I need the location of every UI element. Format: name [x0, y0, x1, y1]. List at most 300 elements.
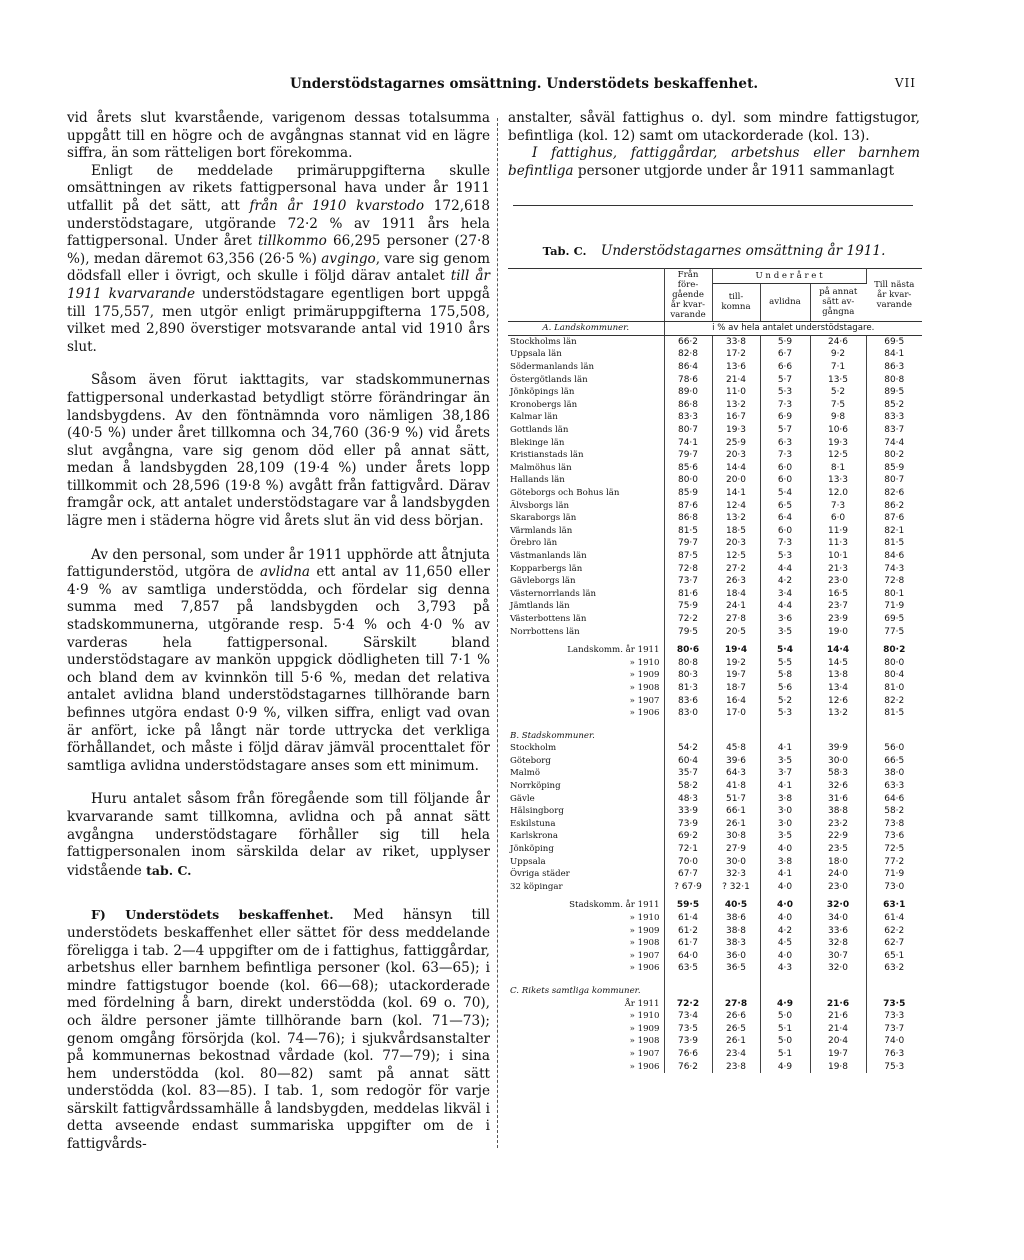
value-cell: 73·5: [664, 1022, 712, 1035]
value-cell: 74·0: [884, 1036, 905, 1047]
value-cell: 85·6: [664, 462, 712, 475]
table-row: [508, 575, 922, 588]
row-label: Malmö: [508, 767, 664, 780]
value-cell: 82·6: [884, 488, 905, 499]
value-cell: 13·3: [810, 474, 866, 487]
empty-cell: [866, 981, 922, 998]
value-cell: 5·3: [760, 550, 810, 563]
total-row: [508, 912, 922, 925]
value-cell: 12·5: [810, 449, 866, 462]
paragraph: F) Understödets beskaffenhet. Med hänsyn till understödets beskaffenhet eller sättet för dess meddelande föreligga i tab. 2—4 uppgifter om de i fattighus, fattiggårdar, arbetshus eller barnhem befintliga personer (kol. 63—65); i mindre fattigstugor boende (kol. 66—68); utackorderade med fördelning å barn, direkt understödda (kol. 69 o. 70), och äldre personer jämte tillhörande barn (kol. 71—73); genom omgång försörjda (kol. 74—76); i sjukvårdsanstalter på kommunernas bekostnad vårdade (kol. 77—79); i sina hem understödda (kol. 80—82) samt på annat sätt understödda (kol. 83—85). I tab. 1, som redogör för varje särskilt fattigvårdssamhälle å landsbygden, meddelas likväl i detta avseende endast summariska uppgifter om de i fattigvårds-: [67, 907, 490, 1153]
value-cell: 61·4: [664, 912, 712, 925]
table-row: [508, 881, 922, 894]
table-caption: Understödstagarnes omsättning år 1911.: [600, 243, 886, 259]
paragraph: vid årets slut kvarstående, varigenom dessas totalsumma uppgått till en högre och de avgångnas stannat vid en lägre siffra, än som rätteligen bort förekomma.: [67, 110, 490, 162]
paragraph: Av den personal, som under år 1911 upphörde att åtnjuta fattigunderstöd, utgöra de avlidna ett antal av 11,650 eller 4·9 % av samtliga understödda, och fördelar sig denna summa med 7,857 på landsbygden och 3,793 på stadskommunerna, utgörande resp. 5·4 % och 4·0 % av varderas hela fattigpersonal. Särskilt bland understödstagare av mankön uppgick dödligheten till 7·1 % och bland dem av kvinnkön till 5·6 %, medan det relativa antalet avlidna bland understödstagarnes tillhörande barn befinnes utgöra endast 0·9 %, vilken siffra, enligt vad ovan är anfört, icke på långt när torde uttrycka det verkliga förhållandet, och måste i följd därav jämväl procenttalet för samtliga avlidna understödstagare anses som ett minimum.: [67, 546, 491, 774]
value-cell: 56·0: [884, 743, 905, 754]
table-row: [508, 411, 922, 424]
value-cell: 80·6: [664, 644, 712, 657]
paragraph: Enligt de meddelade primäruppgifterna skulle omsättningen av rikets fattigpersonal hava under år 1911 utfallit på det sätt, att från år 1910 kvarstodo 172,618 understödstagare, utgörande 72·2 % av 1911 års hela fattigpersonal. Under året tillkommo 66,295 personer (27·8 %), medan däremot 63,356 (26·5 %) avgingo, vare sig genom dödsfall eller i övrigt, och skulle i följd därav antalet till år 1911 kvarvarande understödstagare egentligen bort uppgå till 175,557, men utgör enligt primäruppgifterna 175,508, vilket med 2,890 överstiger motsvarande antal vid 1910 års slut.: [67, 162, 491, 355]
table-row: [508, 600, 922, 613]
value-cell: 81·5: [884, 538, 905, 549]
total-row: [508, 669, 922, 682]
row-label: Landskomm. år 1911: [508, 644, 664, 657]
value-cell: 66·1: [712, 805, 760, 818]
value-cell: 13·2: [712, 512, 760, 525]
row-label: » 1909: [508, 1022, 664, 1035]
value-cell: 23·0: [810, 575, 866, 588]
value-cell: 72·2: [664, 613, 712, 626]
row-label: » 1907: [508, 694, 664, 707]
row-label: Hallands län: [508, 474, 664, 487]
value-cell: 23·5: [810, 843, 866, 856]
value-cell: 7·3: [760, 399, 810, 412]
value-cell: 4·2: [760, 924, 810, 937]
value-cell: 3·5: [760, 755, 810, 768]
value-cell: 25·9: [712, 436, 760, 449]
row-label: Östergötlands län: [508, 373, 664, 386]
value-cell: 18·0: [810, 855, 866, 868]
table-row: [508, 449, 922, 462]
value-cell: 4·4: [760, 600, 810, 613]
value-cell: 27·8: [712, 997, 760, 1010]
value-cell: 19·4: [712, 644, 760, 657]
value-cell: 79·5: [664, 625, 712, 638]
value-cell: 30·8: [712, 830, 760, 843]
value-cell: 71·9: [884, 869, 905, 880]
empty-cell: [712, 725, 760, 742]
value-cell: 79·7: [664, 449, 712, 462]
value-cell: 11·9: [810, 525, 866, 538]
row-label: » 1910: [508, 912, 664, 925]
value-cell: 4·9: [760, 1060, 810, 1073]
value-cell: 73·3: [884, 1011, 905, 1022]
value-cell: 80·2: [884, 450, 905, 461]
value-cell: 26·3: [712, 575, 760, 588]
table-label: Tab. C.: [542, 244, 587, 258]
value-cell: 6·0: [760, 474, 810, 487]
table-row: [508, 562, 922, 575]
value-cell: 26·5: [712, 1022, 760, 1035]
total-row: [508, 1035, 922, 1048]
value-cell: 10·6: [810, 424, 866, 437]
value-cell: 72·8: [664, 562, 712, 575]
row-label: Kalmar län: [508, 411, 664, 424]
header-during-year: U n d e r å r e t: [712, 269, 866, 284]
row-label: Blekinge län: [508, 436, 664, 449]
value-cell: 6·9: [760, 411, 810, 424]
header-from-previous: Från före-gående år kvar-varande: [664, 269, 712, 322]
value-cell: 83·7: [884, 425, 905, 436]
value-cell: 69·2: [664, 830, 712, 843]
table-row: [508, 335, 922, 348]
value-cell: 30·0: [810, 755, 866, 768]
row-label: Västerbottens län: [508, 613, 664, 626]
row-label: » 1906: [508, 707, 664, 720]
value-cell: 65·1: [884, 950, 905, 961]
value-cell: 80·7: [884, 475, 905, 486]
value-cell: 60·4: [664, 755, 712, 768]
page-header: [0, 76, 1024, 96]
value-cell: 80·0: [664, 474, 712, 487]
value-cell: 61·7: [664, 937, 712, 950]
value-cell: 17·2: [712, 348, 760, 361]
table-row: [508, 780, 922, 793]
value-cell: 21·6: [810, 1010, 866, 1023]
value-cell: 21·4: [810, 1022, 866, 1035]
total-row: [508, 707, 922, 720]
section-row: [508, 981, 922, 998]
value-cell: 38·8: [810, 805, 866, 818]
value-cell: 3·4: [760, 587, 810, 600]
value-cell: 82·8: [664, 348, 712, 361]
value-cell: 89·5: [884, 387, 905, 398]
value-cell: 6·3: [760, 436, 810, 449]
value-cell: 86·4: [664, 361, 712, 374]
value-cell: 14·4: [810, 644, 866, 657]
value-cell: 12.0: [810, 487, 866, 500]
row-label: Kristianstads län: [508, 449, 664, 462]
section-heading: C. Rikets samtliga kommuner.: [508, 981, 664, 998]
value-cell: 63·3: [884, 781, 905, 792]
value-cell: 66·5: [884, 755, 905, 766]
row-label: Norrbottens län: [508, 625, 664, 638]
row-label: » 1909: [508, 669, 664, 682]
value-cell: 20·0: [712, 474, 760, 487]
row-label: » 1910: [508, 1010, 664, 1023]
table-row: [508, 386, 922, 399]
value-cell: 73·8: [884, 818, 905, 829]
value-cell: 35·7: [664, 767, 712, 780]
value-cell: 74·1: [664, 436, 712, 449]
value-cell: 61·4: [884, 913, 905, 924]
value-cell: 5·0: [760, 1010, 810, 1023]
paragraph: I fattighus, fattiggårdar, arbetshus eller barnhem befintliga personer utgjorde under år 1911 sammanlagt: [508, 145, 920, 179]
value-cell: 87·6: [664, 499, 712, 512]
value-cell: 58·2: [884, 806, 905, 817]
value-cell: 5·7: [760, 373, 810, 386]
value-cell: 14·5: [810, 656, 866, 669]
data-table: [508, 268, 922, 1073]
header-deceased: avlidna: [760, 283, 810, 321]
value-cell: 32·0: [810, 962, 866, 975]
value-cell: 54·2: [664, 742, 712, 755]
value-cell: 22·9: [810, 830, 866, 843]
row-label: Malmöhus län: [508, 462, 664, 475]
column-divider: [497, 118, 498, 1148]
row-label: Jämtlands län: [508, 600, 664, 613]
row-label: Jönköping: [508, 843, 664, 856]
value-cell: 38·0: [884, 768, 905, 779]
value-cell: 9·2: [810, 348, 866, 361]
value-cell: 76·2: [664, 1060, 712, 1073]
value-cell: 3·0: [760, 805, 810, 818]
value-cell: 74·3: [884, 563, 905, 574]
value-cell: 86·3: [884, 362, 905, 373]
value-cell: 38·6: [712, 912, 760, 925]
value-cell: 45·8: [712, 742, 760, 755]
row-label: Uppsala: [508, 855, 664, 868]
value-cell: 3·5: [760, 625, 810, 638]
value-cell: 33·6: [810, 924, 866, 937]
row-label: Uppsala län: [508, 348, 664, 361]
value-cell: 27·9: [712, 843, 760, 856]
row-label: Södermanlands län: [508, 361, 664, 374]
value-cell: 20·3: [712, 537, 760, 550]
value-cell: 32·8: [810, 937, 866, 950]
value-cell: 19·7: [810, 1048, 866, 1061]
table-row: [508, 424, 922, 437]
value-cell: 6·0: [760, 525, 810, 538]
value-cell: 3·6: [760, 613, 810, 626]
value-cell: 62·7: [884, 938, 905, 949]
value-cell: 61·2: [664, 924, 712, 937]
header-added: till-komna: [712, 283, 760, 321]
unit-label: i % av hela antalet understödstagare.: [664, 322, 922, 336]
section-row: [508, 725, 922, 742]
table-title: [508, 243, 920, 259]
value-cell: 13·2: [810, 707, 866, 720]
value-cell: 73·0: [884, 881, 905, 892]
value-cell: 16·5: [810, 587, 866, 600]
row-label: Gävleborgs län: [508, 575, 664, 588]
value-cell: 80·1: [884, 588, 905, 599]
total-row: [508, 899, 922, 912]
value-cell: 4·1: [760, 742, 810, 755]
value-cell: 78·6: [664, 373, 712, 386]
table-row: [508, 474, 922, 487]
value-cell: 63·1: [883, 900, 906, 911]
value-cell: 18·4: [712, 587, 760, 600]
value-cell: 20·3: [712, 449, 760, 462]
value-cell: 81·0: [884, 682, 905, 693]
empty-cell: [664, 981, 712, 998]
value-cell: 23·7: [810, 600, 866, 613]
value-cell: 32·3: [712, 868, 760, 881]
table-row: [508, 818, 922, 831]
value-cell: 82·1: [884, 525, 905, 536]
value-cell: 27·8: [712, 613, 760, 626]
row-label: Göteborg: [508, 755, 664, 768]
value-cell: 19·3: [712, 424, 760, 437]
table-row: [508, 399, 922, 412]
value-cell: 19·3: [810, 436, 866, 449]
total-row: [508, 656, 922, 669]
value-cell: 80·8: [664, 656, 712, 669]
value-cell: 7·3: [810, 499, 866, 512]
value-cell: 31·6: [810, 792, 866, 805]
row-label: Karlskrona: [508, 830, 664, 843]
row-label: Stadskomm. år 1911: [508, 899, 664, 912]
value-cell: 5·3: [760, 707, 810, 720]
total-row: [508, 950, 922, 963]
value-cell: 12·6: [810, 694, 866, 707]
value-cell: 80·0: [884, 657, 905, 668]
value-cell: 80·8: [884, 374, 905, 385]
empty-cell: [760, 725, 810, 742]
value-cell: 81·6: [664, 587, 712, 600]
value-cell: 23·8: [712, 1060, 760, 1073]
rule: [513, 205, 913, 206]
value-cell: 41·8: [712, 780, 760, 793]
value-cell: 5·5: [760, 656, 810, 669]
total-row: [508, 924, 922, 937]
value-cell: 5·4: [760, 644, 810, 657]
table-row: [508, 767, 922, 780]
table-row: [508, 512, 922, 525]
header-row: [508, 269, 922, 284]
page-number: VII: [894, 76, 916, 90]
total-row: [508, 1048, 922, 1061]
value-cell: 26·6: [712, 1010, 760, 1023]
section-heading: B. Stadskommuner.: [508, 725, 664, 742]
value-cell: 87·5: [664, 550, 712, 563]
value-cell: 72·1: [664, 843, 712, 856]
value-cell: 6·7: [760, 348, 810, 361]
value-cell: 6·0: [760, 462, 810, 475]
value-cell: 63·5: [664, 962, 712, 975]
value-cell: 73·7: [884, 1023, 905, 1034]
value-cell: 5·8: [760, 669, 810, 682]
value-cell: 69·5: [884, 613, 905, 624]
value-cell: 11·0: [712, 386, 760, 399]
value-cell: 11·3: [810, 537, 866, 550]
paragraph: Huru antalet såsom från föregående som till följande år kvarvarande samt tillkomna, avlidna och på annat sätt avgångna understödstagare förhåller sig till hela fattigpersonalen inom särskilda delar av riket, upplyser vidstående tab. C.: [67, 791, 490, 879]
value-cell: 39·9: [810, 742, 866, 755]
row-label: Stockholms län: [508, 335, 664, 348]
value-cell: 26·1: [712, 1035, 760, 1048]
value-cell: 3·7: [760, 767, 810, 780]
value-cell: 4·9: [760, 997, 810, 1010]
value-cell: 12·5: [712, 550, 760, 563]
table-row: [508, 537, 922, 550]
paragraph: anstalter, såväl fattighus o. dyl. som mindre fattigstugor, befintliga (kol. 12) samt om utackorderade (kol. 13).: [508, 110, 920, 144]
value-cell: 4·0: [760, 950, 810, 963]
value-cell: 23·0: [810, 881, 866, 894]
value-cell: 14·1: [712, 487, 760, 500]
value-cell: 36·0: [712, 950, 760, 963]
value-cell: 4·0: [760, 881, 810, 894]
value-cell: 89·0: [664, 386, 712, 399]
value-cell: 38·3: [712, 937, 760, 950]
total-row: [508, 937, 922, 950]
value-cell: 26·1: [712, 818, 760, 831]
table-row: [508, 855, 922, 868]
value-cell: 76·3: [884, 1048, 905, 1059]
empty-cell: [712, 981, 760, 998]
value-cell: 77·2: [884, 856, 905, 867]
value-cell: ? 32·1: [712, 881, 760, 894]
total-row: [508, 644, 922, 657]
value-cell: 34·0: [810, 912, 866, 925]
value-cell: 64·3: [712, 767, 760, 780]
value-cell: 3·5: [760, 830, 810, 843]
value-cell: 5·9: [760, 335, 810, 348]
value-cell: 13·6: [712, 361, 760, 374]
row-label: Älvsborgs län: [508, 499, 664, 512]
value-cell: 17·0: [712, 707, 760, 720]
value-cell: 8·1: [810, 462, 866, 475]
empty-cell: [664, 725, 712, 742]
value-cell: 4·0: [760, 912, 810, 925]
value-cell: 23·9: [810, 613, 866, 626]
value-cell: 5·1: [760, 1048, 810, 1061]
total-row: [508, 1010, 922, 1023]
value-cell: 16·7: [712, 411, 760, 424]
row-label: Gävle: [508, 792, 664, 805]
table-row: [508, 525, 922, 538]
value-cell: 70·0: [664, 855, 712, 868]
value-cell: 73·9: [664, 818, 712, 831]
value-cell: 24·1: [712, 600, 760, 613]
value-cell: 24·6: [810, 335, 866, 348]
value-cell: 63·2: [884, 963, 905, 974]
value-cell: 81·5: [884, 708, 905, 719]
value-cell: 81·3: [664, 682, 712, 695]
value-cell: 71·9: [884, 601, 905, 612]
value-cell: 27·2: [712, 562, 760, 575]
value-cell: 3·0: [760, 818, 810, 831]
value-cell: 14·4: [712, 462, 760, 475]
value-cell: 30·7: [810, 950, 866, 963]
table-row: [508, 348, 922, 361]
right-column: [508, 110, 920, 180]
table-row: [508, 499, 922, 512]
row-label: Övriga städer: [508, 868, 664, 881]
row-label: » 1907: [508, 950, 664, 963]
value-cell: 13·2: [712, 399, 760, 412]
value-cell: 19·2: [712, 656, 760, 669]
row-label: Västmanlands län: [508, 550, 664, 563]
total-row: [508, 1060, 922, 1073]
value-cell: 85·2: [884, 399, 905, 410]
value-cell: 4·1: [760, 868, 810, 881]
value-cell: 16·4: [712, 694, 760, 707]
total-row: [508, 997, 922, 1010]
row-label: » 1909: [508, 924, 664, 937]
value-cell: 3·8: [760, 855, 810, 868]
value-cell: 5·2: [810, 386, 866, 399]
value-cell: 86·2: [884, 500, 905, 511]
value-cell: 21·3: [810, 562, 866, 575]
value-cell: 84·6: [884, 550, 905, 561]
table-row: [508, 830, 922, 843]
value-cell: 19·7: [712, 669, 760, 682]
value-cell: 64·6: [884, 793, 905, 804]
value-cell: 5·3: [760, 386, 810, 399]
row-label: Örebro län: [508, 537, 664, 550]
value-cell: 7·5: [810, 399, 866, 412]
value-cell: 21·4: [712, 373, 760, 386]
value-cell: 7·3: [760, 537, 810, 550]
row-label: Eskilstuna: [508, 818, 664, 831]
total-row: [508, 1022, 922, 1035]
value-cell: 23·2: [810, 818, 866, 831]
row-label: Gottlands län: [508, 424, 664, 437]
row-label: 32 köpingar: [508, 881, 664, 894]
value-cell: 6·4: [760, 512, 810, 525]
value-cell: 74·4: [884, 437, 905, 448]
table-row: [508, 361, 922, 374]
table-row: [508, 462, 922, 475]
total-row: [508, 694, 922, 707]
value-cell: 72·8: [884, 576, 905, 587]
value-cell: 4·3: [760, 962, 810, 975]
value-cell: 83·3: [664, 411, 712, 424]
value-cell: 5·4: [760, 487, 810, 500]
value-cell: 87·6: [884, 513, 905, 524]
row-label: » 1906: [508, 1060, 664, 1073]
